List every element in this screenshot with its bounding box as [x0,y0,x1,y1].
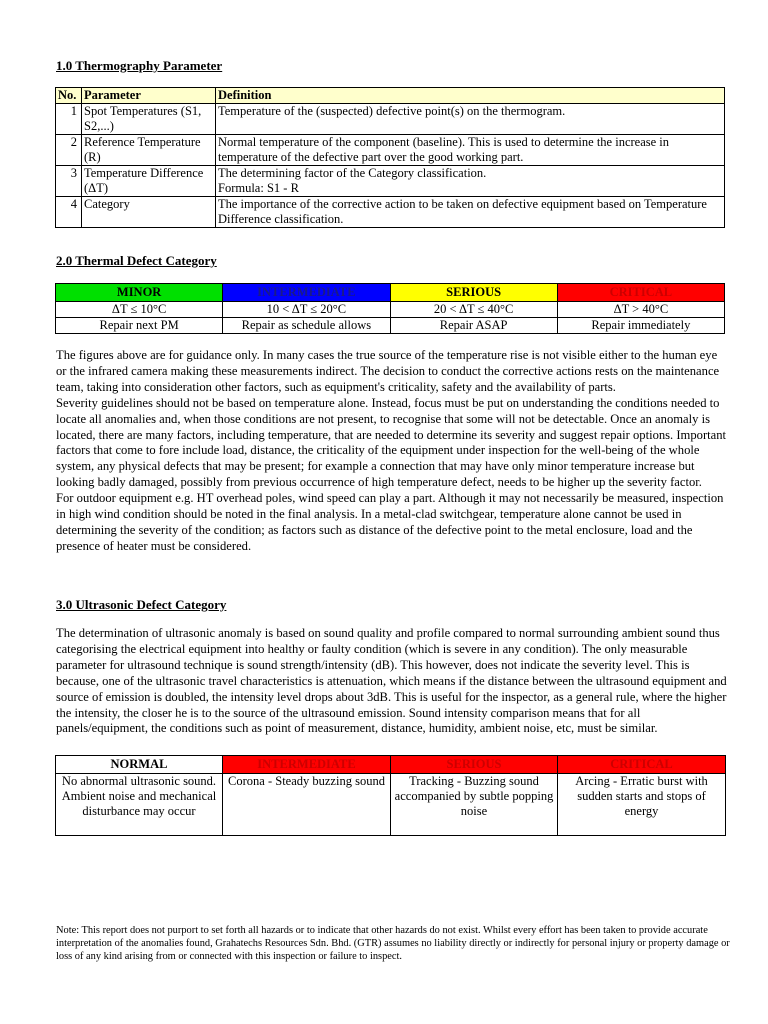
row-no: 2 [56,135,82,166]
paragraph: Severity guidelines should not be based on temperature alone. Instead, focus must be put on understanding the conditions needed to locate all anomalies and, when those conditions are not present, to recognise that some will not be detectable. Once an anomaly is located, there are many factors, including temperature, that are needed to determine its severity and suggest repair options. Important factors that come to fore include load, distance, the criticality of the equipment under inspection for the well-being of the whole system, any physical defects that may be present; for example a connection that may have only minor temperature increase but looking badly damaged, possibly from previous occurrence of high temperature defect, needs to be higher up the severity factor. [56,395,727,490]
row-no: 1 [56,104,82,135]
col-header-parameter: Parameter [82,88,216,104]
section2-heading: 2.0 Thermal Defect Category [56,253,217,268]
row-parameter: Spot Temperatures (S1, S2,...) [82,104,216,135]
category-critical: CRITICAL [558,756,726,774]
description-cell: Arcing - Erratic burst with sudden starts and stops of energy [558,774,726,836]
row-no: 4 [56,197,82,228]
range-row [56,302,725,318]
row-definition-cell [216,166,725,197]
col-header-no: No. [56,88,82,104]
section1-heading: 1.0 Thermography Parameter [56,58,223,73]
description-cell: No abnormal ultrasonic sound. Ambient noise and mechanical disturbance may occur [56,774,223,836]
category-intermediate: INTERMEDIATE [223,756,391,774]
thermography-parameter-table [55,87,725,228]
row-definition: The determining factor of the Category classification. [218,166,487,180]
action-cell: Repair ASAP [390,318,557,334]
table-header-row [56,88,725,104]
action-row [56,318,725,334]
category-serious: SERIOUS [390,284,557,302]
description-cell: Corona - Steady buzzing sound [223,774,391,836]
range-cell: ΔT > 40°C [557,302,724,318]
table-row [56,135,725,166]
action-cell: Repair next PM [56,318,223,334]
thermal-guidance-text [56,348,728,555]
row-definition: Temperature of the (suspected) defective point(s) on the thermogram. [216,104,725,135]
ultrasonic-defect-category-table [55,755,726,836]
category-header-row [56,756,726,774]
row-parameter: Category [82,197,216,228]
action-cell: Repair as schedule allows [223,318,390,334]
category-minor: MINOR [56,284,223,302]
section3-heading: 3.0 Ultrasonic Defect Category [56,597,227,612]
ultrasonic-text: The determination of ultrasonic anomaly is based on sound quality and profile compared to normal surrounding ambient sound thus categorising the electrical equipment into healthy or faulty condition (which is severe in any condition). The only measurable parameter for ultrasound technique is sound strength/intensity (dB). This however, does not indicate the severity level. This is because, one of the ultrasonic travel characteristics is attenuation, which means if the distance between the ultrasound equipment and source of emission is doubled, the intensity level drops about 3dB. This is useful for the inspector, as a general rule, where the higher the intensity, the closer he is to the source of the ultrasound emission. Sound intensity comparison means that for all panels/equipment, the conditions such as point of measurement, distance, humidity, ambient noise, etc, must be similar. [56,626,727,736]
range-cell: 10 < ΔT ≤ 20°C [223,302,390,318]
row-definition: The importance of the corrective action to be taken on defective equipment based on Temperature Difference classification. [216,197,725,228]
row-parameter: Reference Temperature (R) [82,135,216,166]
category-normal: NORMAL [56,756,223,774]
col-header-definition: Definition [216,88,725,104]
category-header-row [56,284,725,302]
description-row [56,774,726,836]
row-formula: Formula: S1 - R [218,181,299,195]
paragraph: For outdoor equipment e.g. HT overhead poles, wind speed can play a part. Although it may not necessarily be measured, inspection in high wind condition should be noted in the final analysis. In a metal-clad switchgear, temperature alone cannot be used in determining the severity of the condition; as factors such as distance of the defective point to the metal enclosure, load and the presence of heater must be considered. [56,491,724,553]
table-row [56,166,725,197]
action-cell: Repair immediately [557,318,724,334]
table-row [56,104,725,135]
category-intermediate: INTERMEDIATE [223,284,390,302]
category-serious: SERIOUS [391,756,558,774]
row-no: 3 [56,166,82,197]
description-cell: Tracking - Buzzing sound accompanied by subtle popping noise [391,774,558,836]
category-critical: CRITICAL [557,284,724,302]
row-definition: Normal temperature of the component (baseline). This is used to determine the increase in temperature of the defective part over the good working part. [216,135,725,166]
table-row [56,197,725,228]
paragraph: The figures above are for guidance only. In many cases the true source of the temperature rise is not visible either to the human eye or the infrared camera making these measurements indirect. The decision to conduct the corrective actions rests on the maintenance team, taking into consideration other factors, such as equipment's criticality, safety and the availability of parts. [56,348,720,394]
range-cell: 20 < ΔT ≤ 40°C [390,302,557,318]
row-parameter: Temperature Difference (ΔT) [82,166,216,197]
range-cell: ΔT ≤ 10°C [56,302,223,318]
disclaimer-note: Note: This report does not purport to set forth all hazards or to indicate that other hazards do not exist. Whilst every effort has been taken to provide accurate interpretation of the anomalies found, Grahatechs Resources Sdn. Bhd. (GTR) assumes no liability directly or indirectly for personal injury or property damage or loss of any kind arising from or connected with this inspection or failure to inspect. [56,925,730,962]
thermal-defect-category-table [55,283,725,334]
